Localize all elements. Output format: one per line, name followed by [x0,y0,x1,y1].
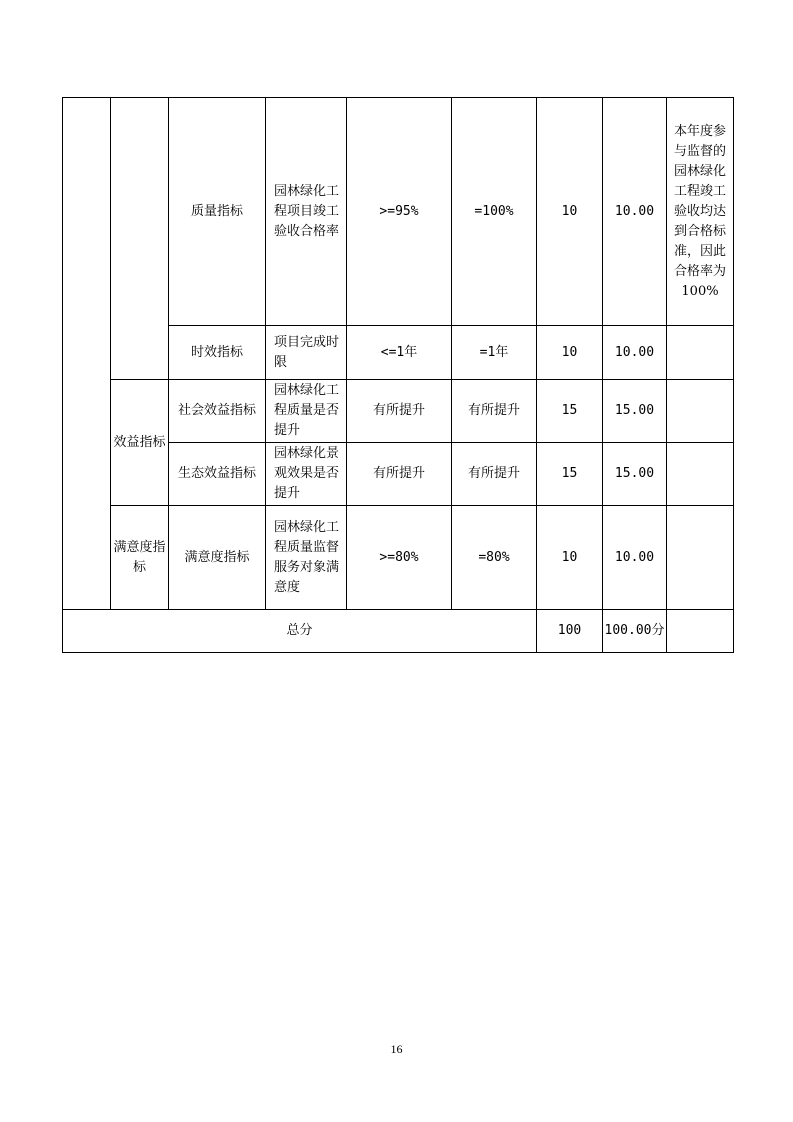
actual-value-cell: =100% [452,98,537,326]
score-cell: 10.00 [603,326,667,380]
tertiary-indicator-cell: 质量指标 [169,98,266,326]
total-row [63,610,734,653]
score-cell: 15.00 [603,380,667,443]
primary-indicator-cell [63,98,111,610]
secondary-indicator-cell: 效益指标 [111,380,169,506]
total-label-cell: 总分 [63,610,537,653]
note-cell [667,506,734,610]
total-weight-cell: 100 [537,610,603,653]
note-cell: 本年度参与监督的园林绿化工程竣工验收均达到合格标准，因此合格率为100% [667,98,734,326]
indicator-item-cell: 园林绿化工程项目竣工验收合格率 [266,98,347,326]
actual-value-cell: =1年 [452,326,537,380]
target-value-cell: >=95% [347,98,452,326]
table-row [63,98,734,326]
tertiary-indicator-cell: 生态效益指标 [169,443,266,506]
weight-cell: 10 [537,506,603,610]
indicator-item-cell: 园林绿化工程质量是否提升 [266,380,347,443]
actual-value-cell: 有所提升 [452,443,537,506]
total-score-cell: 100.00分 [603,610,667,653]
secondary-indicator-cell [111,98,169,380]
actual-value-cell: 有所提升 [452,380,537,443]
page-number: 16 [390,1042,403,1056]
indicator-item-cell: 园林绿化工程质量监督服务对象满意度 [266,506,347,610]
note-cell [667,380,734,443]
table-row [63,380,734,443]
weight-cell: 10 [537,98,603,326]
note-cell [667,443,734,506]
total-note-cell [667,610,734,653]
tertiary-indicator-cell: 满意度指标 [169,506,266,610]
target-value-cell: <=1年 [347,326,452,380]
table-row [63,506,734,610]
note-cell [667,326,734,380]
score-cell: 15.00 [603,443,667,506]
tertiary-indicator-cell: 社会效益指标 [169,380,266,443]
target-value-cell: 有所提升 [347,443,452,506]
indicator-item-cell: 园林绿化景观效果是否提升 [266,443,347,506]
score-cell: 10.00 [603,98,667,326]
secondary-indicator-cell: 满意度指标 [111,506,169,610]
target-value-cell: >=80% [347,506,452,610]
actual-value-cell: =80% [452,506,537,610]
tertiary-indicator-cell: 时效指标 [169,326,266,380]
target-value-cell: 有所提升 [347,380,452,443]
indicator-item-cell: 项目完成时限 [266,326,347,380]
weight-cell: 15 [537,380,603,443]
weight-cell: 15 [537,443,603,506]
weight-cell: 10 [537,326,603,380]
performance-table [62,97,734,653]
score-cell: 10.00 [603,506,667,610]
